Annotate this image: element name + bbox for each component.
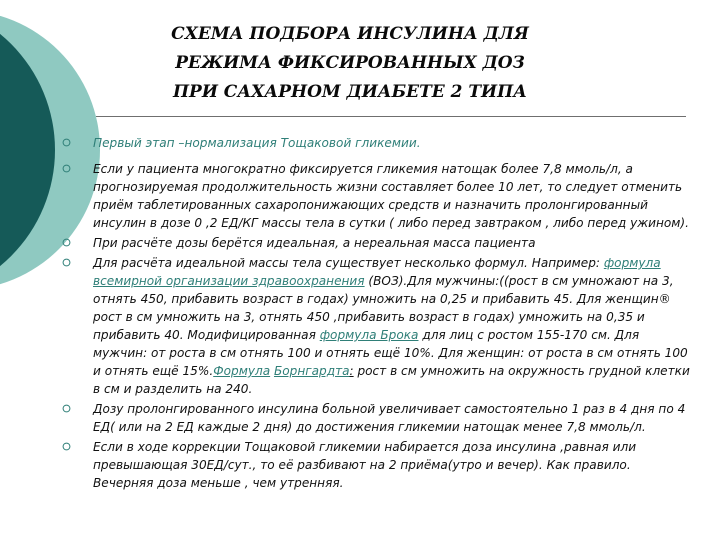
list-item-text: Первый этап –нормализация Тощаковой гликемии.: [93, 136, 421, 150]
title-line-1: СХЕМА ПОДБОРА ИНСУЛИНА ДЛЯ: [171, 24, 529, 44]
who-formula-text: (ВОЗ).Для мужчины:((рост в см умножают на 3, отнять 450, прибавить возраст в годах) умножить на 0,25 и прибавить 45. Для женщин® рост в см умножить на 3, отнять 450 ,прибавить возраст в годах) умножить на 0,35 и прибавить 40. Модифицированная: [93, 274, 674, 342]
list-item-first-stage: [62, 134, 694, 152]
circle-bullet-icon: [62, 238, 71, 247]
formula-link[interactable]: Формула: [213, 364, 271, 378]
formula-intro-text: Для расчёта идеальной массы тела существует несколько формул. Например:: [93, 256, 604, 270]
list-item-ideal-mass: [62, 234, 694, 252]
circle-bullet-icon: [62, 258, 71, 267]
list-item-text: Дозу пролонгированного инсулина больной увеличивает самостоятельно 1 раз в 4 дня по 4 ЕД( или на 2 ЕД каждые 2 дня) до достижения гликемии натощак менее 7,8 ммоль/л.: [93, 402, 686, 434]
who-formula-link[interactable]: формула всемирной организации здравоохранения: [93, 256, 661, 288]
list-item-text: Если в ходе коррекции Тощаковой гликемии набирается доза инсулина ,равная или превышающая 30ЕД/сут., то её разбивают на 2 приёма(утро и вечер). Как правило. Вечерняя доза меньше , чем утренняя.: [93, 440, 637, 490]
bullet-list: [62, 134, 694, 494]
circle-bullet-icon: [62, 164, 71, 173]
list-item-dose-split: [62, 438, 694, 492]
circle-bullet-icon: [62, 442, 71, 451]
broca-formula-link[interactable]: формула Брока: [319, 328, 419, 342]
list-item-formulas: [62, 254, 694, 398]
circle-bullet-icon: [62, 404, 71, 413]
list-item-text: При расчёте дозы берётся идеальная, а нереальная масса пациента: [93, 236, 536, 250]
circle-bullet-icon: [62, 138, 71, 147]
list-item-glycemia: [62, 160, 694, 232]
page-title: [120, 20, 580, 107]
borngardt-link[interactable]: Борнгардта: [273, 364, 350, 378]
title-line-3: ПРИ САХАРНОМ ДИАБЕТЕ 2 ТИПА: [172, 82, 528, 102]
colon-text: :: [349, 364, 354, 378]
broca-formula-text: для лиц с ростом 155-170 см. Для мужчин: от роста в см отнять 100 и отнять ещё 10%. Для женщин: от роста в см отнять 100 и отнять ещё 15%.: [93, 328, 688, 378]
list-item-text: Если у пациента многократно фиксируется гликемия натощак более 7,8 ммоль/л, а прогнозируемая продолжительность жизни составляет более 10 лет, то следует отменить приём таблетированных сахаропонижающих средств и назначить пролонгированный инсулин в дозе 0 ,2 ЕД/КГ массы тела в сутки ( либо перед завтраком , либо перед ужином).: [93, 162, 689, 230]
borngardt-formula-text: рост в см умножить на окружность грудной клетки в см и разделить на 240.: [93, 364, 690, 396]
list-item-dose-increase: [62, 400, 694, 436]
title-divider: [96, 116, 686, 117]
title-line-2: РЕЖИМА ФИКСИРОВАННЫХ ДОЗ: [175, 53, 525, 73]
